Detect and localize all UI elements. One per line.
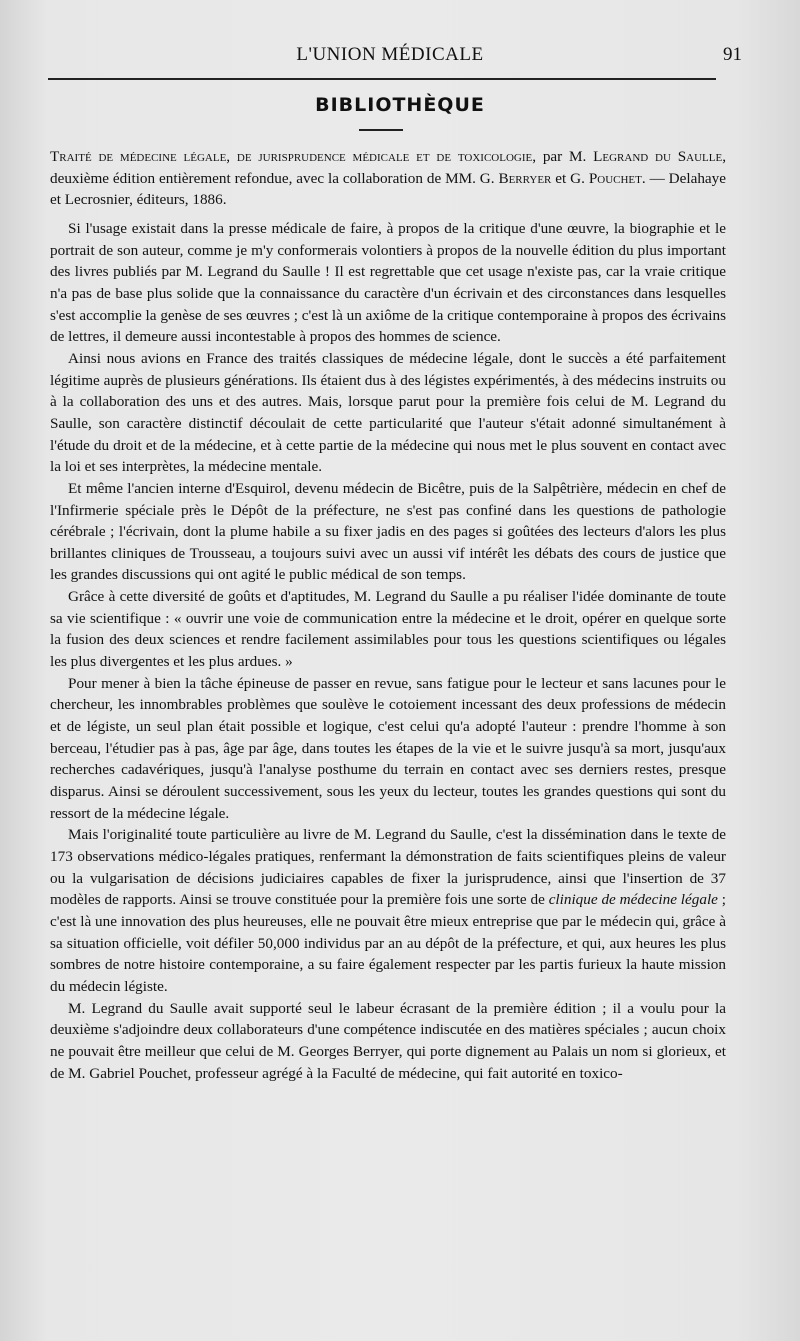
page-number: 91 xyxy=(723,44,742,65)
paragraph-6-text-c: ; c'est là une innovation des plus heureuses, elle ne pouvait être mieux entreprise que par le médecin qui, grâce à sa situation officielle, voit défiler 50,000 individus par an au dépôt de la préfecture, et qui, aux heures les plus sombres de notre histoire contemporaine, a su faire également respecter par les partis furieux la haute mission du médecin légiste. xyxy=(50,891,726,995)
collaborator-1: G. Berryer xyxy=(479,169,552,187)
article-body xyxy=(50,146,726,1084)
section-title: BIBLIOTHÈQUE xyxy=(315,94,485,116)
page-header xyxy=(50,44,742,72)
header-rule xyxy=(48,78,716,80)
paragraph-6 xyxy=(50,824,726,997)
running-title: L'UNION MÉDICALE xyxy=(296,44,484,65)
reference-and: et xyxy=(551,169,571,187)
paragraph-3: Et même l'ancien interne d'Esquirol, devenu médecin de Bicêtre, puis de la Salpêtrière, médecin en chef de l'Infirmerie spéciale près le Dépôt de la préfecture, ne s'est pas confiné dans les questions de pathologie cérébrale ; l'écrivain, dont la plume habile a su fixer jadis en des pages si goûtées des lecteurs d'alors les plus brillantes cliniques de Trousseau, a toujours suivi avec un aussi vif intérêt les débats des cours de justice que les grandes discussions qui ont agité le public médical de son temps. xyxy=(50,479,726,584)
reference-edition: , deuxième édition entièrement refondue, avec la collaboration de MM. xyxy=(50,148,726,187)
paragraph-2: Ainsi nous avions en France des traités classiques de médecine légale, dont le succès a été parfaitement légitime auprès de plusieurs générations. Ils étaient dus à des légistes expérimentés, à des médecins instruits ou à la collaboration des uns et des autres. Mais, lorsque parut pour la première fois celui de M. Legrand du Saulle, son caractère distinctif découlait de cette particularité que l'auteur s'était adonné simultanément à l'étude du droit et de la médecine, et à cette partie de la médecine qui nous met le plus souvent en contact avec la loi et ses interprètes, la médecine mentale. xyxy=(50,349,726,476)
book-author: Legrand du Saulle xyxy=(593,148,723,165)
reference-by: , par M. xyxy=(532,148,594,165)
title-rule xyxy=(359,129,403,131)
paragraph-6-text-a: Mais l'originalité toute particulière au livre de M. Legrand du Saulle, c'est la dissémination dans le texte de 173 observations médico-légales pratiques, renfermant la démonstration de faits scientifiques pleins de valeur ou la vulgarisation de décisions judiciaires capables de fixer la jurisprudence, ainsi que l'insertion de 37 modèles de rapports. Ainsi se trouve constituée pour la première fois une sorte de xyxy=(50,826,726,909)
paragraph-1: Si l'usage existait dans la presse médicale de faire, à propos de la critique d'une œuvre, la biographie et le portrait de son auteur, comme je m'y conformerais volontiers à propos de la nouvelle édition du plus important des livres publiés par M. Legrand du Saulle ! Il est regrettable que cet usage n'existe pas, car la vraie critique n'a pas de base plus solide que la connaissance du caractère d'un écrivain et des circonstances dans lesquelles s'est accomplie la genèse de ses œuvres ; c'est là un axiôme de la critique contemporaine à propos des écrivains de lettres, il demeure aussi incontestable à propos des hommes de science. xyxy=(50,219,726,346)
paragraph-7: M. Legrand du Saulle avait supporté seul le labeur écrasant de la première édition ; il a voulu pour la deuxième s'adjoindre deux collaborateurs d'une compétence indiscutée en des matières spéciales ; aucun choix ne pouvait être meilleur que celui de M. Georges Berryer, qui porte dignement au Palais un nom si glorieux, et de M. Gabriel Pouchet, professeur agrégé à la Faculté de médecine, qui fait autorité en toxico- xyxy=(50,999,726,1082)
reference-publisher: . — Delahaye et Lecrosnier, éditeurs, 1886. xyxy=(50,169,726,209)
book-reference xyxy=(50,146,726,211)
collaborator-2: G. Pouchet xyxy=(570,169,642,187)
paragraph-5: Pour mener à bien la tâche épineuse de passer en revue, sans fatigue pour le lecteur et sans lacunes pour le chercheur, les innombrables problèmes que soulève le cotoiement incessant des deux professions de médecin et de légiste, un seul plan était possible et logique, c'est celui qu'a adopté l'auteur : prendre l'homme à son berceau, l'étudier pas à pas, âge par âge, dans toutes les étapes de la vie et le suivre jusqu'à sa mort, jusqu'aux recherches cadavériques, jusqu'à l'analyse posthume du terrain en contact avec ses derniers restes, presque disparus. Ainsi se déroulent successivement, sous les yeux du lecteur, toutes les grandes questions qui sont du ressort de la médecine légale. xyxy=(50,674,726,822)
paragraph-6-italic: clinique de médecine légale xyxy=(548,891,718,909)
paragraph-4: Grâce à cette diversité de goûts et d'aptitudes, M. Legrand du Saulle a pu réaliser l'idée dominante de toute sa vie scientifique : « ouvrir une voie de communication entre la médecine et le droit, opérer en quelque sorte la fusion des deux sciences et rendre facilement assimilables pour tous les questions scientifiques ou légales les plus divergentes et les plus ardues. » xyxy=(50,588,726,671)
book-title: Traité de médecine légale, de jurisprudence médicale et de toxicologie xyxy=(50,148,533,165)
